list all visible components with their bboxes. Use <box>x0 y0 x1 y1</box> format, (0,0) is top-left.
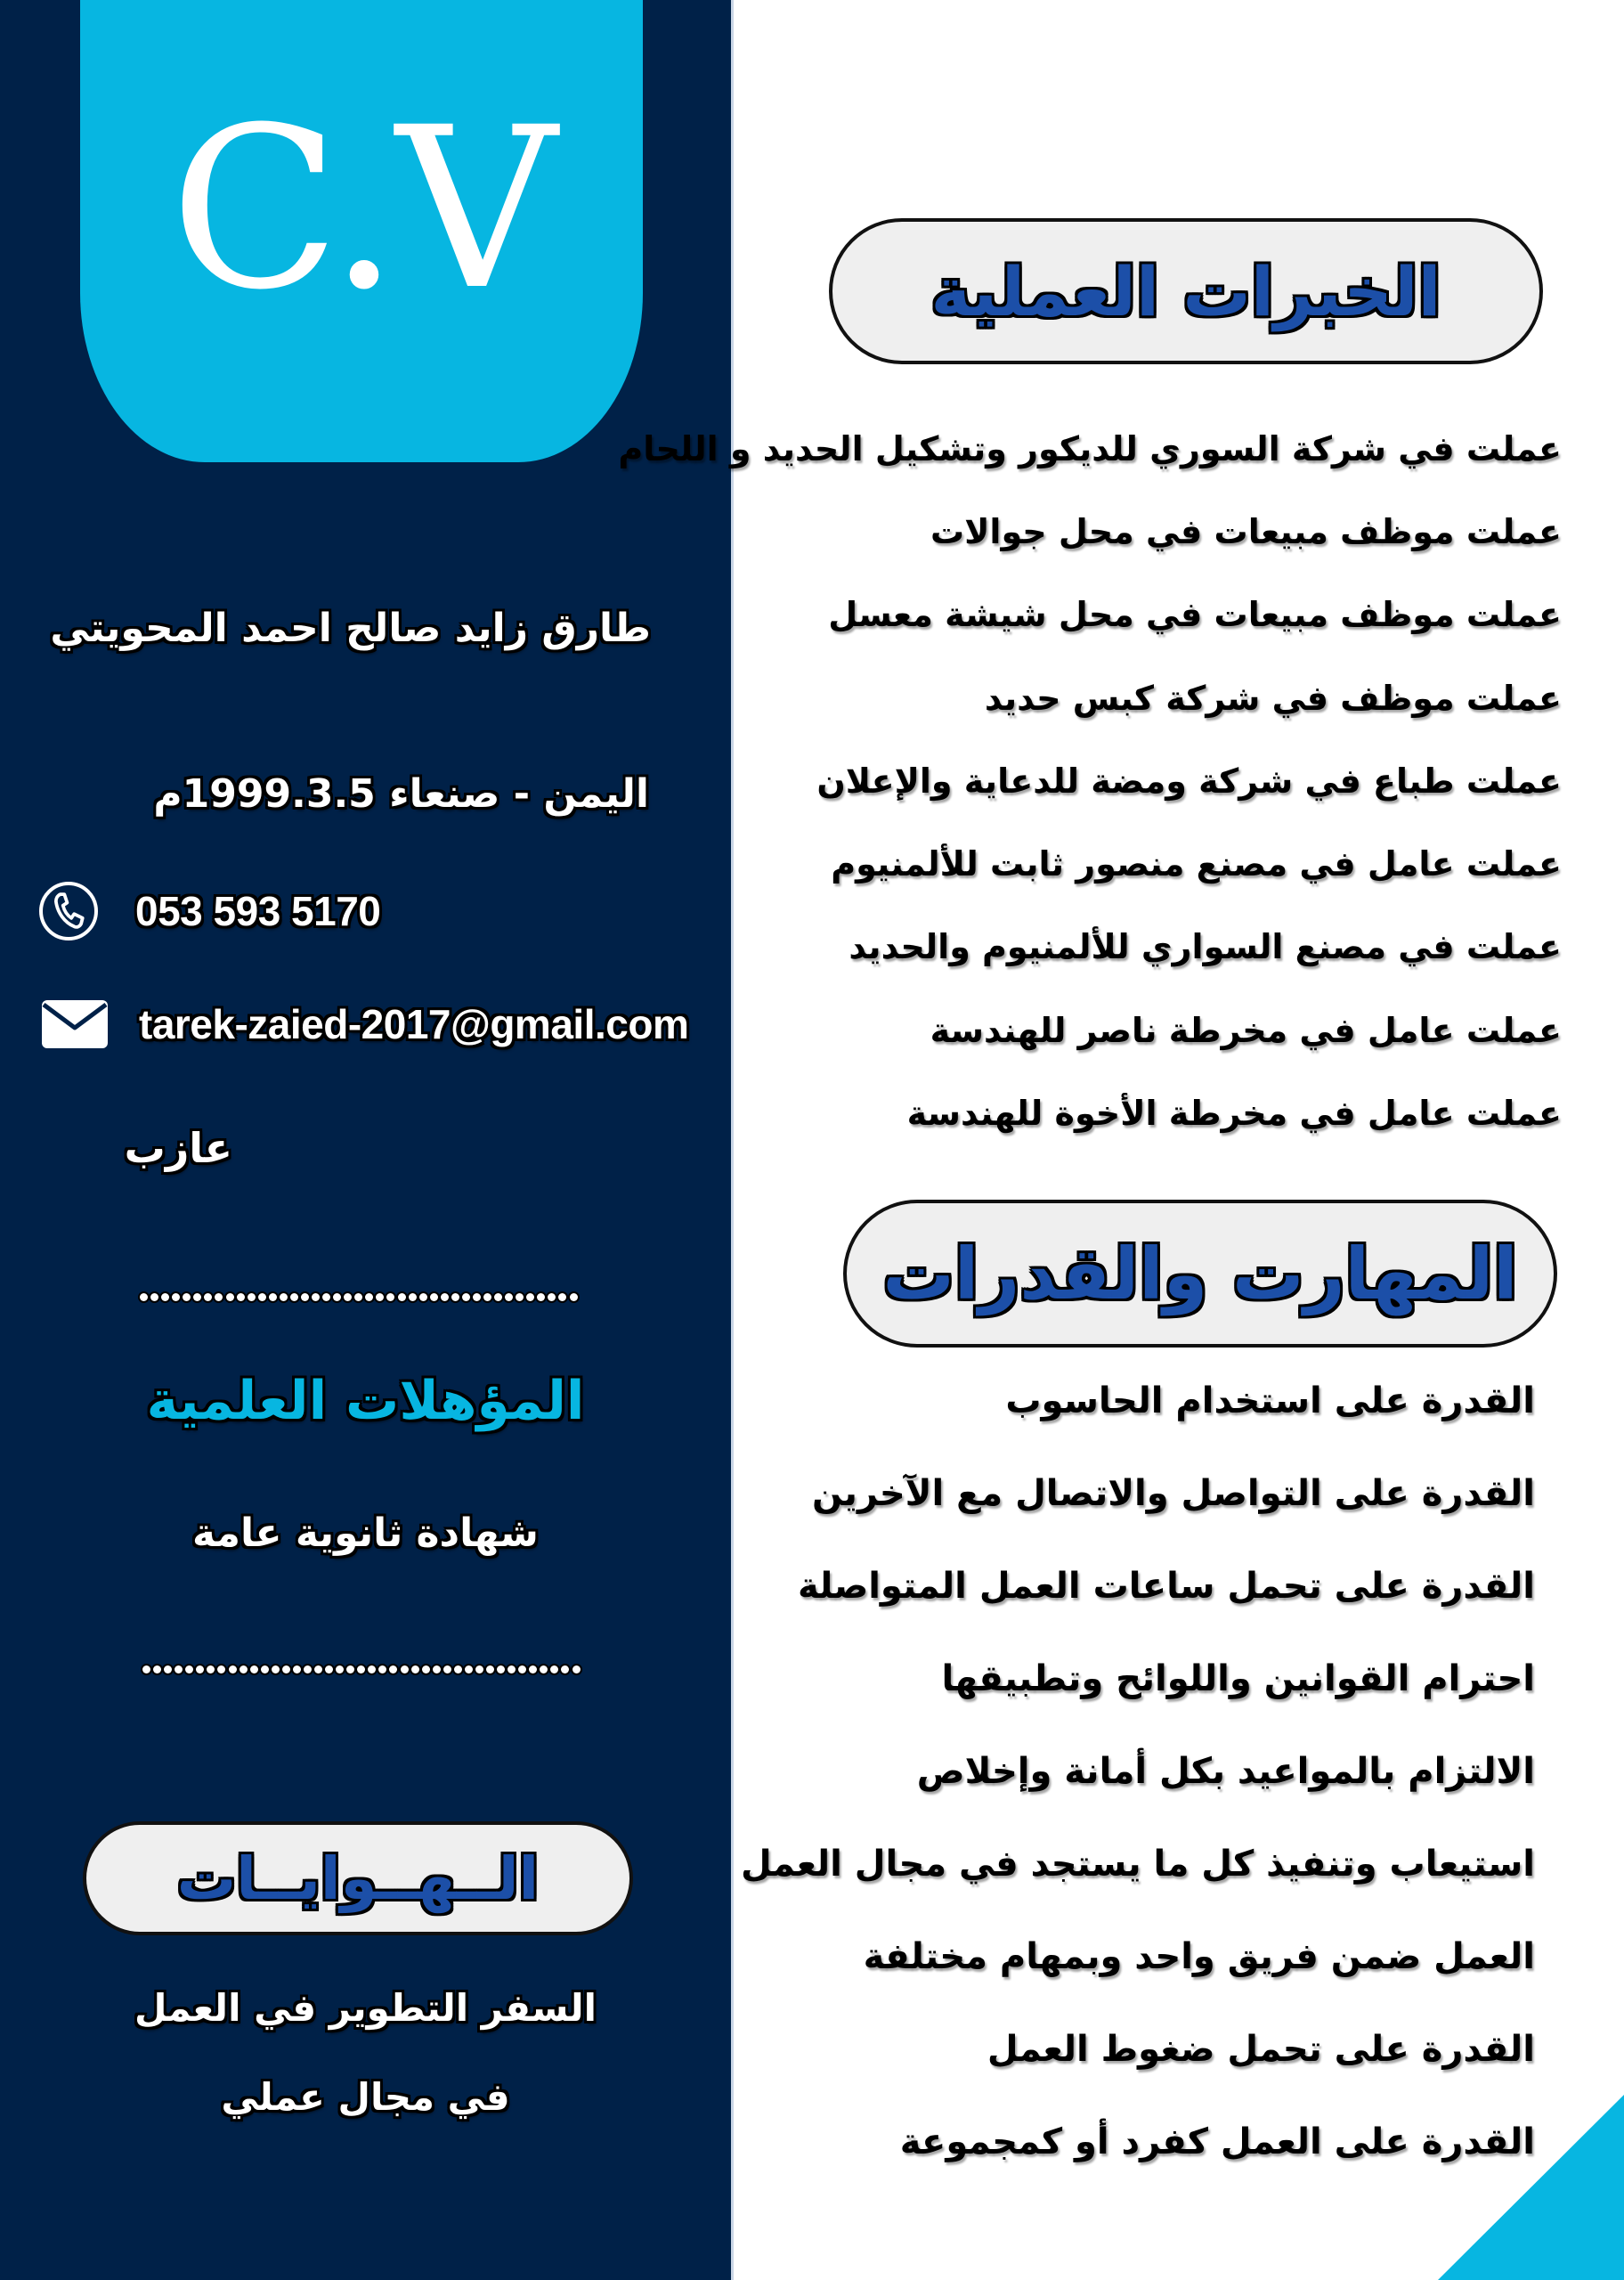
skill-item: الالتزام بالمواعيد بكل أمانة وإخلاص <box>916 1751 1535 1792</box>
experience-item: عملت موظف مبيعات في محل شيشة معسل <box>828 595 1562 634</box>
hobby-item: في مجال عملي <box>221 2075 510 2119</box>
skill-item: احترام القوانين واللوائح وتطبيقها <box>941 1658 1535 1699</box>
experience-item: عملت عامل في مخرطة الأخوة للهندسة <box>906 1094 1562 1133</box>
experience-title: الخبرات العملية <box>930 251 1441 331</box>
experience-item: عملت في شركة السوري للديكور وتشكيل الحديد و اللحام <box>618 429 1562 468</box>
skill-item: القدرة على التواصل والاتصال مع الآخرين <box>811 1473 1535 1514</box>
skill-item: استيعاب وتنفيذ كل ما يستجد في مجال العمل <box>741 1844 1535 1885</box>
cv-title: C.V <box>169 79 554 338</box>
full-name: طارق زايد صالح احمد المحويتي <box>50 606 651 651</box>
skills-list <box>716 0 1535 2280</box>
experience-item: عملت عامل في مخرطة ناصر للهندسة <box>930 1011 1562 1050</box>
skill-item: القدرة على تحمل ضغوط العمل <box>987 2029 1535 2070</box>
experience-item: عملت موظف في شركة كبس حديد <box>984 679 1562 718</box>
skill-item: القدرة على استخدام الحاسوب <box>1005 1380 1535 1421</box>
dotted-divider <box>142 1665 581 1673</box>
skill-item: العمل ضمن فريق واحد وبمهام مختلفة <box>863 1936 1535 1977</box>
birth-place-date: اليمن - صنعاء 1999.3.5م <box>153 771 649 817</box>
phone-row[interactable] <box>39 882 380 940</box>
hobbies-heading <box>83 1821 633 1935</box>
phone-number: 053 593 5170 <box>135 888 381 934</box>
experience-item: عملت عامل في مصنع منصور ثابت للألمنيوم <box>831 844 1562 884</box>
marital-status: عازب <box>124 1124 232 1172</box>
experience-item: عملت موظف مبيعات في محل جوالات <box>930 512 1562 551</box>
cv-header-box <box>80 0 643 462</box>
dotted-divider <box>140 1293 578 1301</box>
sidebar <box>0 0 731 2280</box>
hobby-item: السفر التطوير في العمل <box>134 1986 597 2030</box>
experience-item: عملت في مصنع السواري للألمنيوم والحديد <box>849 927 1562 966</box>
email-address: tarek-zaied-2017@gmail.com <box>139 1001 689 1047</box>
experience-item: عملت طباع في شركة ومضة للدعاية والإعلان <box>816 761 1562 801</box>
skills-title: المهارت والقدرات <box>882 1232 1518 1315</box>
skill-item: القدرة على العمل كفرد أو كمجموعة <box>899 2121 1535 2162</box>
hobbies-title: الــهــوايــات <box>176 1844 540 1913</box>
envelope-icon <box>41 999 109 1049</box>
email-row[interactable] <box>39 999 688 1049</box>
phone-icon <box>39 882 98 940</box>
qualification-item: شهادة ثانوية عامة <box>192 1510 539 1556</box>
skill-item: القدرة على تحمل ساعات العمل المتواصلة <box>797 1566 1535 1607</box>
qualifications-title: المؤهلات العلمية <box>146 1370 585 1432</box>
